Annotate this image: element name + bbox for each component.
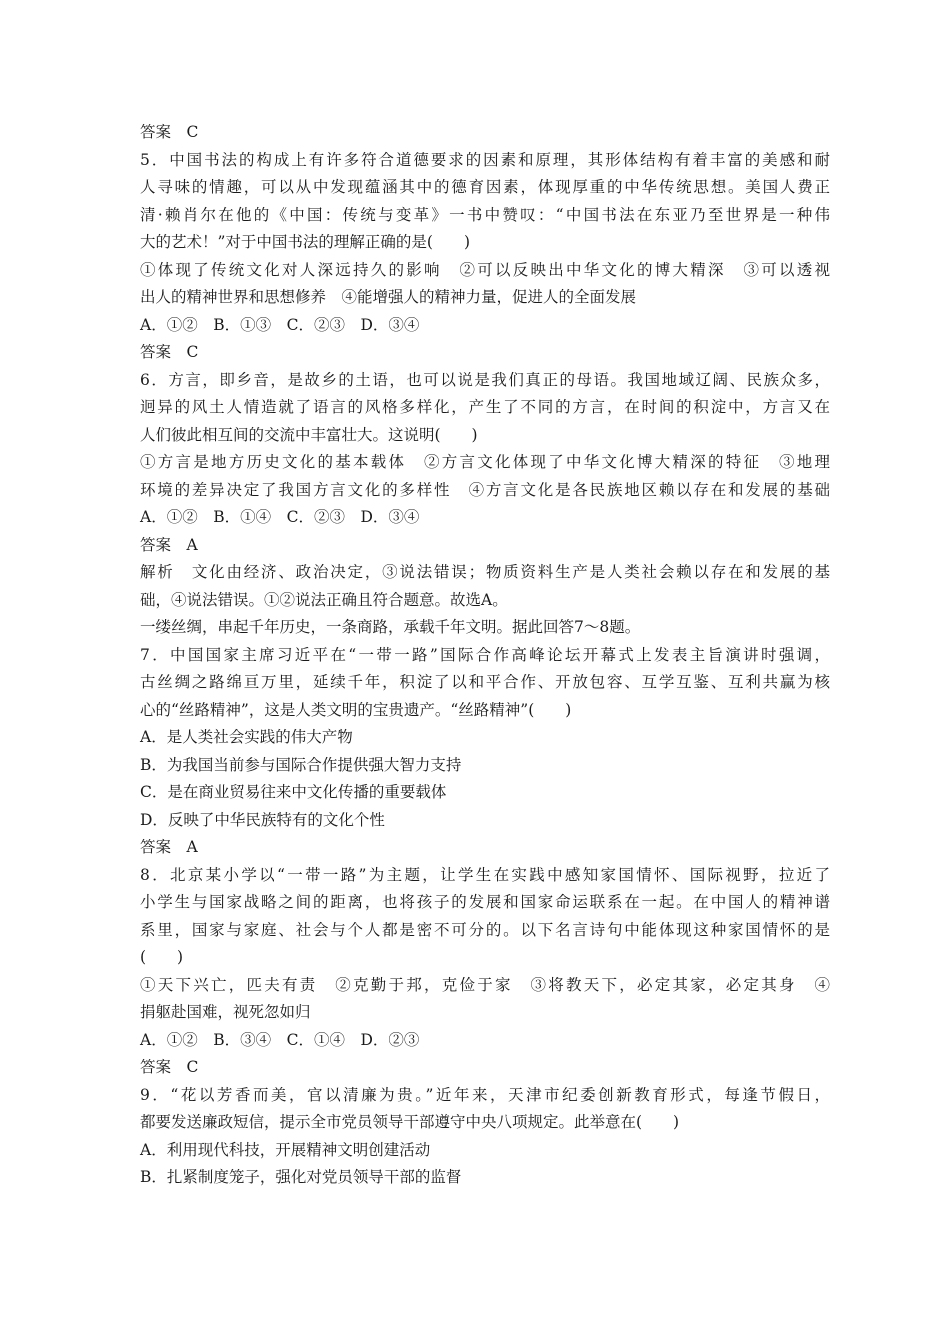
document-body — [140, 119, 830, 1192]
question-8-statements: 捐躯赴国难，视死忽如归 — [140, 1003, 311, 1021]
question-6-text: 迥异的风土人情造就了语言的风格多样化，产生了不同的方言，在时间的积淀中，方言又在 — [140, 398, 830, 416]
question-7-option-a: A．是人类社会实践的伟大产物 — [140, 728, 353, 746]
question-6-text: 人们彼此相互间的交流中丰富壮大。这说明( ) — [140, 425, 478, 444]
question-9-option-b: B．扎紧制度笼子，强化对党员领导干部的监督 — [140, 1168, 462, 1186]
analysis-text: 础，④说法错误。①②说法正确且符合题意。故选A。 — [140, 590, 508, 609]
question-8-text: 8．北京某小学以“一带一路”为主题，让学生在实践中感知家国情怀、国际视野，拉近了 — [140, 865, 830, 884]
question-5-options: A．①② B．①③ C．②③ D．③④ — [140, 315, 420, 334]
question-7-text: 心的“丝路精神”，这是人类文明的宝贵遗产。“丝路精神”( ) — [140, 700, 572, 719]
question-6-options: A．①② B．①④ C．②③ D．③④ — [140, 508, 420, 526]
question-5-text: 清·赖肖尔在他的《中国：传统与变革》一书中赞叹：“中国书法在东亚乃至世界是一种伟 — [140, 205, 830, 224]
question-8-text: 小学生与国家战略之间的距离，也将孩子的发展和国家命运联系在一起。在中国人的精神谱 — [140, 893, 830, 911]
question-5-statements: ①体现了传统文化对人深远持久的影响 ②可以反映出中华文化的博大精深 ③可以透视 — [140, 260, 830, 279]
question-8-options: A．①② B．③④ C．①④ D．②③ — [140, 1030, 420, 1049]
question-7-option-c: C．是在商业贸易往来中文化传播的重要载体 — [140, 783, 447, 801]
question-9-text: 都要发送廉政短信，提示全市党员领导干部遵守中央八项规定。此举意在( ) — [140, 1113, 680, 1131]
question-5-text: 人寻味的情趣，可以从中发现蕴涵其中的德育因素，体现厚重的中华传统思想。美国人费正 — [140, 178, 830, 196]
question-7-option-b: B．为我国当前参与国际合作提供强大智力支持 — [140, 755, 462, 774]
answer-line: 答案 A — [140, 535, 198, 554]
analysis-text: 解析 文化由经济、政治决定，③说法错误；物质资料生产是人类社会赖以存在和发展的基 — [140, 563, 830, 581]
answer-line: 答案 C — [140, 1058, 199, 1076]
answer-line: 答案 C — [140, 123, 199, 141]
question-9-text: 9．“花以芳香而美，官以清廉为贵。”近年来，天津市纪委创新教育形式，每逢节假日， — [140, 1085, 830, 1104]
question-6-statements: ①方言是地方历史文化的基本载体 ②方言文化体现了中华文化博大精深的特征 ③地理 — [140, 453, 830, 471]
question-8-text: ( ) — [140, 948, 184, 966]
question-6-text: 6．方言，即乡音，是故乡的土语，也可以说是我们真正的母语。我国地域辽阔、民族众多， — [140, 370, 830, 389]
question-5-text: 5．中国书法的构成上有许多符合道德要求的因素和原理，其形体结构有着丰富的美感和耐 — [140, 150, 830, 169]
question-7-text: 7．中国国家主席习近平在“一带一路”国际合作高峰论坛开幕式上发表主旨演讲时强调， — [140, 645, 830, 664]
question-5-statements: 出人的精神世界和思想修养 ④能增强人的精神力量，促进人的全面发展 — [140, 288, 637, 306]
question-5-text: 大的艺术！”对于中国书法的理解正确的是( ) — [140, 233, 471, 251]
question-7-option-d: D．反映了中华民族特有的文化个性 — [140, 810, 385, 829]
question-7-text: 古丝绸之路绵亘万里，延续千年，积淀了以和平合作、开放包容、互学互鉴、互利共赢为核 — [140, 673, 830, 691]
question-6-statements: 环境的差异决定了我国方言文化的多样性 ④方言文化是各民族地区赖以存在和发展的基础 — [140, 480, 830, 499]
question-8-text: 系里，国家与家庭、社会与个人都是密不可分的。以下名言诗句中能体现这种家国情怀的是 — [140, 920, 830, 939]
question-8-statements: ①天下兴亡，匹夫有责 ②克勤于邦，克俭于家 ③将教天下，必定其家，必定其身 ④ — [140, 975, 830, 994]
answer-line: 答案 C — [140, 343, 199, 361]
answer-line: 答案 A — [140, 838, 198, 856]
question-9-option-a: A．利用现代科技，开展精神文明创建活动 — [140, 1140, 431, 1159]
passage-intro: 一缕丝绸，串起千年历史，一条商路，承载千年文明。据此回答7～8题。 — [140, 618, 641, 636]
